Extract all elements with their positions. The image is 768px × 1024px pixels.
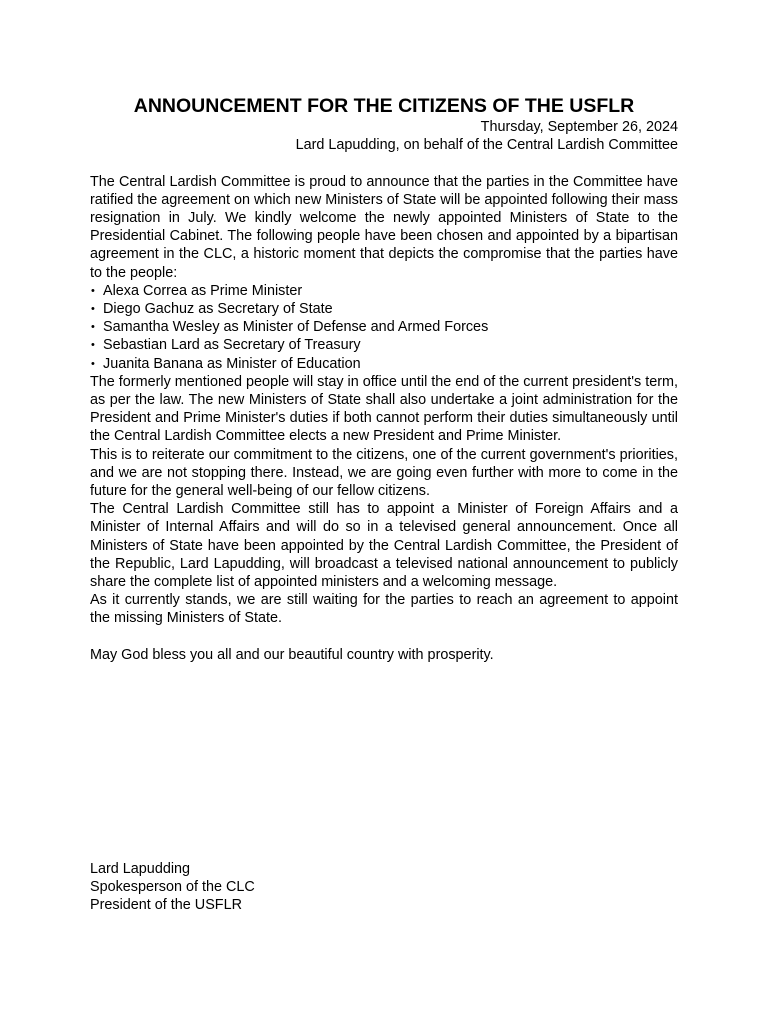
closing-line: May God bless you all and our beautiful country with prosperity. [90,646,494,663]
signature-role: Spokesperson of the CLC [90,879,255,896]
blank-line [90,154,678,172]
document-title: ANNOUNCEMENT FOR THE CITIZENS OF THE USFLR [133,95,635,117]
list-item [90,336,678,354]
bullet-icon: • [91,303,95,316]
paragraph-pending-appointments: The Central Lardish Committee still has to appoint a Minister of Foreign Affairs and a Minister of Internal Affairs and will do so in a televised general announcement. Once all Ministers of State have been appointed by the Central Lardish Committee, the President of the Republic, Lard Lapudding, will broadcast a televised national announcement to publicly share the complete list of appointed ministers and a welcoming message. [90,501,678,591]
signature-office: President of the USFLR [90,897,242,914]
document-date: Thursday, September 26, 2024 [480,119,678,135]
list-item [90,300,678,318]
paragraph-commitment: This is to reiterate our commitment to the citizens, one of the current government's priorities, and we are not stopping there. Instead, we are going even further with more to come in the future for the general well-being of our fellow citizens. [90,446,678,500]
paragraph-term: The formerly mentioned people will stay in office until the end of the current president's term, as per the law. The new Ministers of State shall also undertake a joint administration for the President and Prime Minister's duties if both cannot perform their duties simultaneously until the Central Lardish Committee elects a new President and Prime Minister. [90,373,678,445]
bullet-icon: • [91,357,95,370]
document-author-line: Lard Lapudding, on behalf of the Central Lardish Committee [295,137,678,154]
bullet-icon: • [91,321,95,334]
appointments-list [90,282,678,373]
list-item-text: Diego Gachuz as Secretary of State [103,301,333,318]
document-meta [90,118,678,154]
intro-paragraph: The Central Lardish Committee is proud to announce that the parties in the Committee have ratified the agreement on which new Ministers of State will be appointed following their mass resignation in July. We kindly welcome the newly appointed Ministers of State to the Presidential Cabinet. The following people have been chosen and appointed by a bipartisan agreement in the CLC, a historic moment that depicts the compromise that the parties have to the people: [90,173,678,281]
blank-line [90,628,678,646]
list-item-text: Samantha Wesley as Minister of Defense and Armed Forces [103,319,489,336]
paragraph-status: As it currently stands, we are still waiting for the parties to reach an agreement to appoint the missing Ministers of State. [90,592,678,627]
signature-name: Lard Lapudding [90,861,191,877]
list-item-text: Juanita Banana as Minister of Education [103,355,361,372]
list-item-text: Sebastian Lard as Secretary of Treasury [103,337,361,354]
list-item [90,282,678,300]
list-item [90,318,678,336]
bullet-icon: • [91,284,95,297]
document-body [90,94,678,664]
signature-block [90,860,255,915]
list-item-text: Alexa Correa as Prime Minister [103,282,303,299]
list-item [90,355,678,373]
bullet-icon: • [91,339,95,352]
